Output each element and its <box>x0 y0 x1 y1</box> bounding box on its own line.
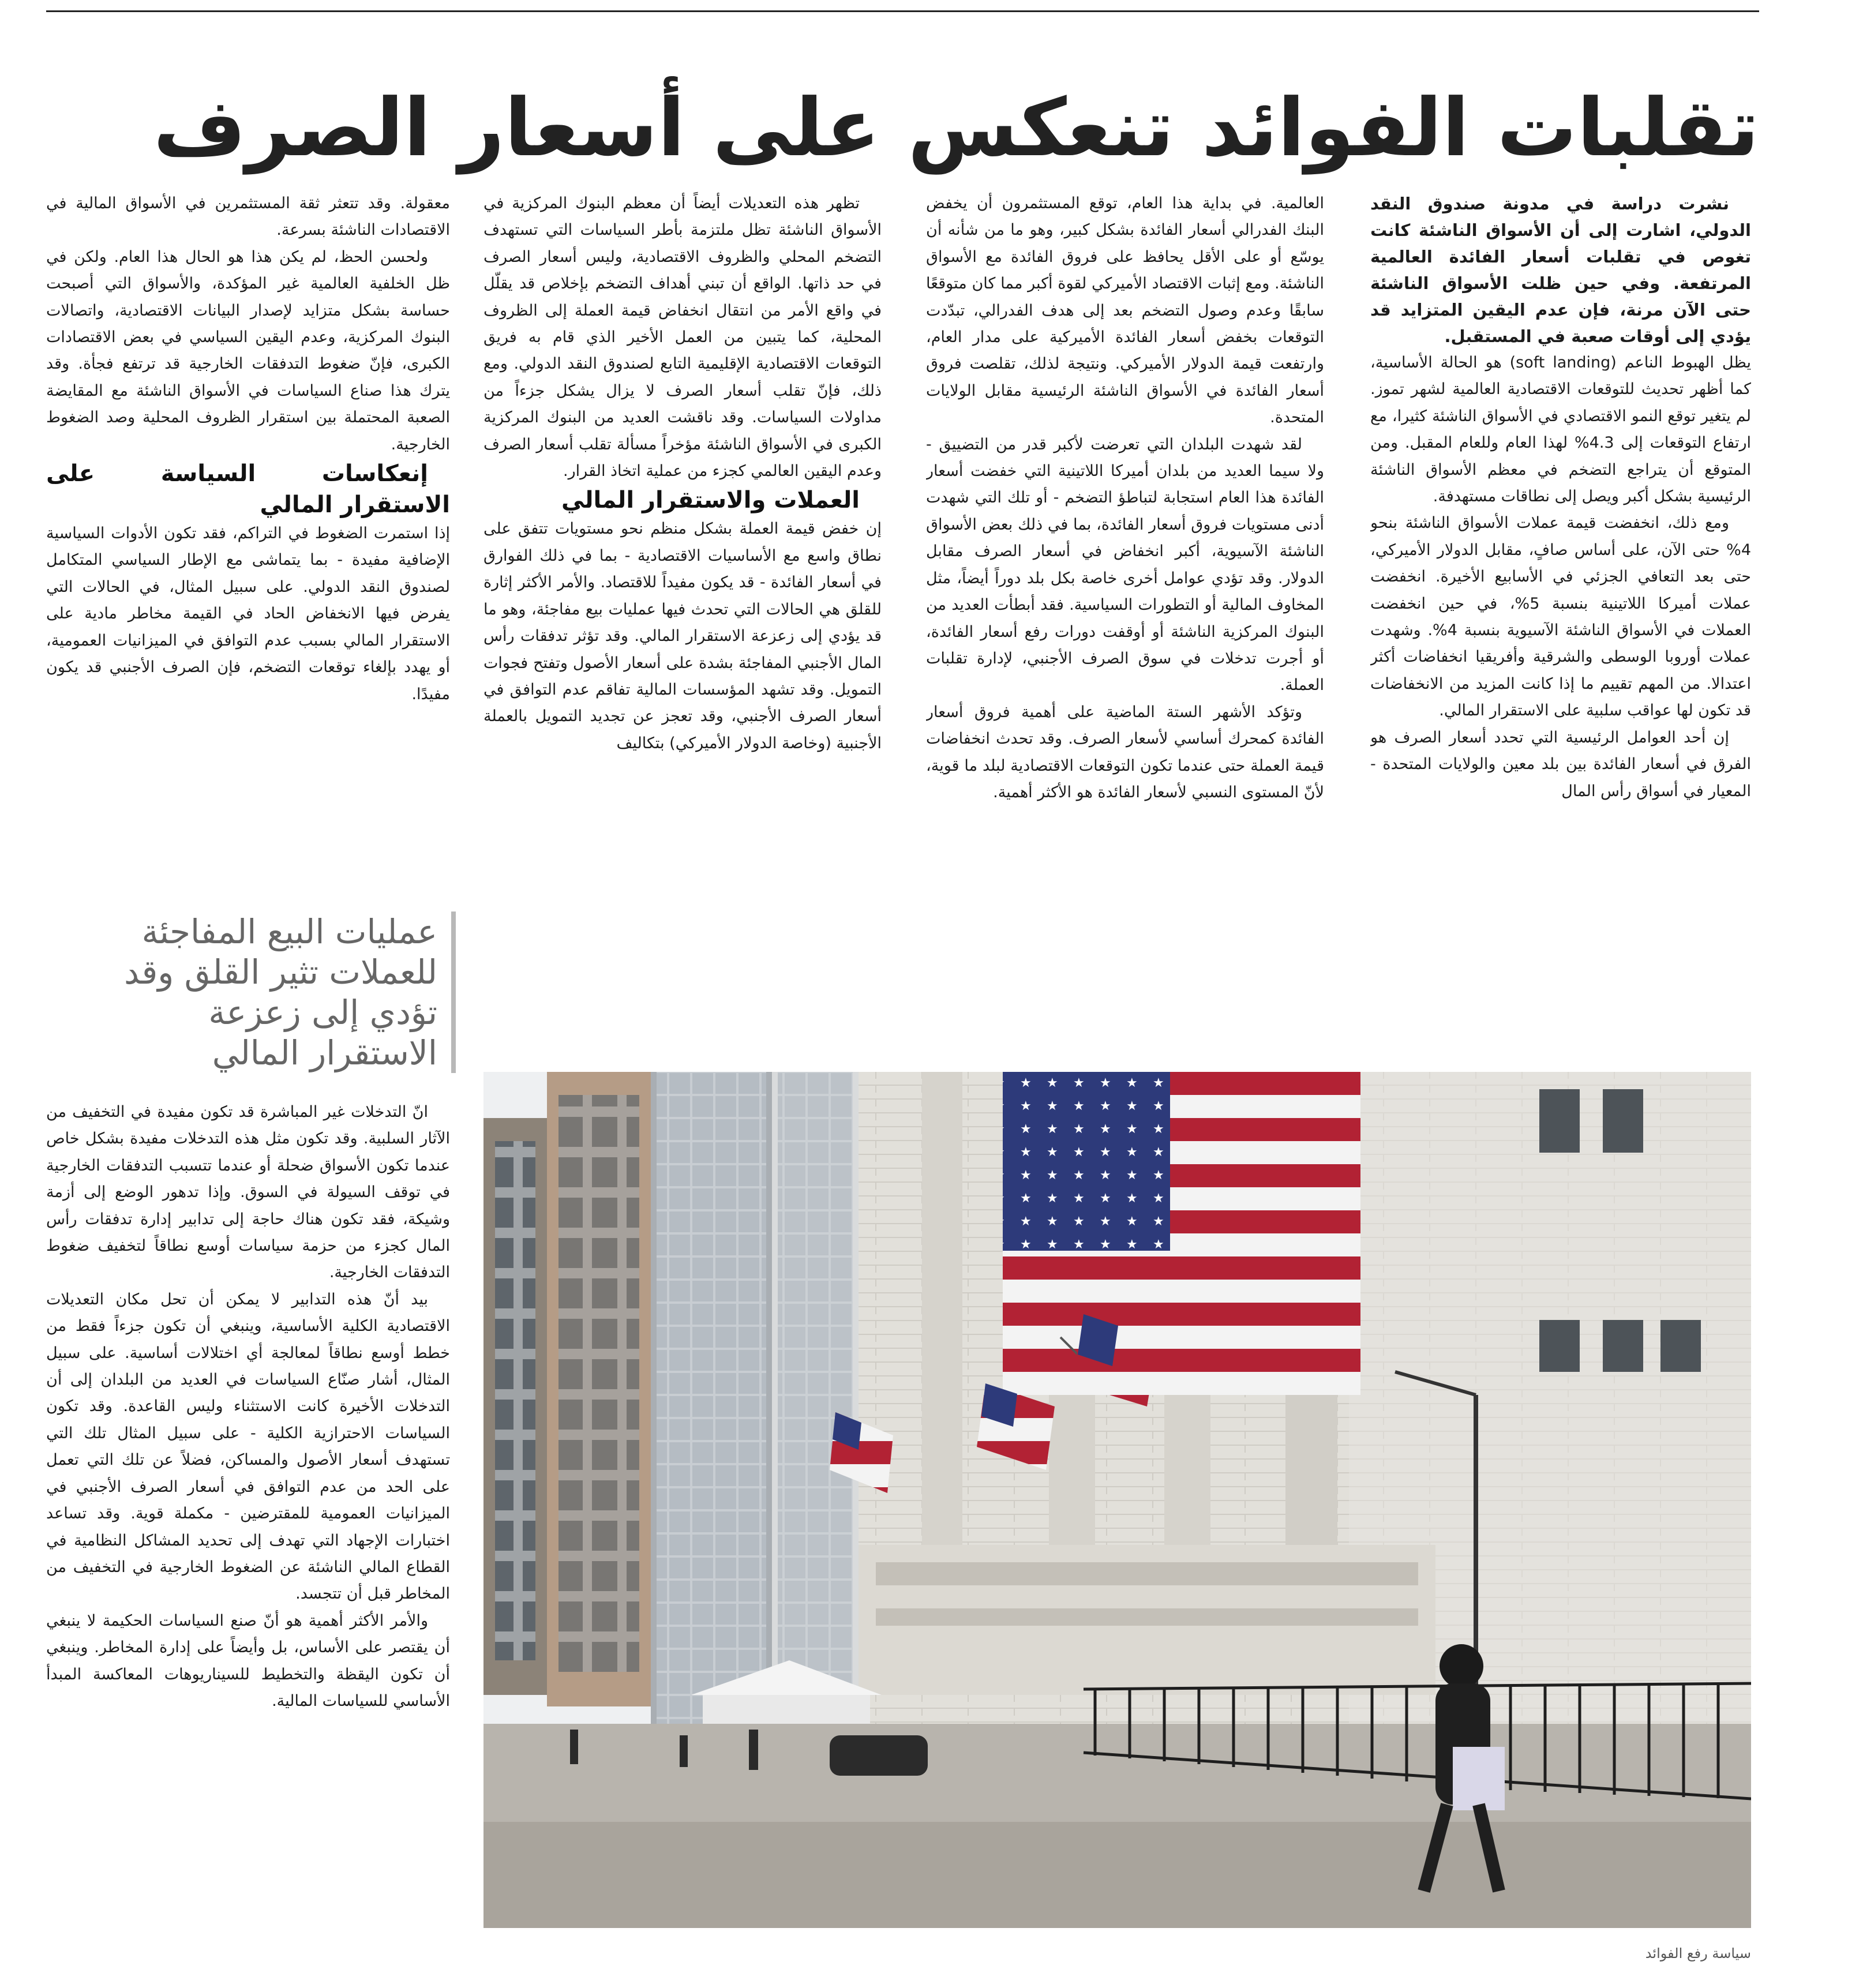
column-3 <box>483 190 882 1061</box>
column-4-paragraph-2: ولحسن الحظ، لم يكن هذا هو الحال هذا العام. ولكن في ظل الخلفية العالمية غير المؤكدة، والأسواق التي أصبحت حساسة بشكل متزايد لإصدار البيانات الاقتصادية، واتصالات البنوك المركزية، وعدم اليقين السياسي في بعض الاقتصادات الكبرى، فإنّ ضغوط التدفقات الخارجية قد ترتفع فجأة. وقد يترك هذا صناع السياسات في الأسواق الناشئة مع المقايضة الصعبة المحتملة بين استقرار الظروف المحلية وصد الضغوط الخارجية. <box>46 247 450 453</box>
column-4-paragraph-3: إذا استمرت الضغوط في التراكم، فقد تكون الأدوات السياسية الإضافية مفيدة - بما يتماشى مع الإطار السياسي المتكامل لصندوق النقد الدولي. على سبيل المثال، في الحالات التي يفرض فيها الانخفاض الحاد في القيمة مخاطر مادية على الاستقرار المالي بسبب عدم التوافق في الميزانيات العمومية، أو يهدد بإلغاء توقعات التضخم، فإن الصرف الأجنبي قد يكون مفيدًا. <box>46 524 450 703</box>
column-2-paragraph-3: وتؤكد الأشهر الستة الماضية على أهمية فروق أسعار الفائدة كمحرك أساسي لأسعار الصرف. وقد تحدث انخفاضات قيمة العملة حتى عندما تكون التوقعات الاقتصادية لبلد ما قوية، لأنّ المستوى النسبي لأسعار الفائدة هو الأكثر أهمية. <box>926 703 1324 801</box>
lead-paragraph: نشرت دراسة في مدونة صندوق النقد الدولي، اشارت إلى أن الأسواق الناشئة كانت تغوص في تقلبات أسعار الفائدة العالمية المرتفعة. وفي حين ظلت الأسواق الناشئة حتى الآن مرنة، فإن عدم اليقين المتزايد قد يؤدي إلى أوقات صعبة في المستقبل. <box>1370 194 1751 346</box>
headline: تقلبات الفوائد تنعكس على أسعار الصرف <box>153 81 1759 175</box>
section-heading-policy: إنعكاسات السياسة على الاستقرار المالي <box>46 460 450 519</box>
column-5-paragraph-2: بيد أنّ هذه التدابير لا يمكن أن تحل مكان التعديلات الاقتصادية الكلية الأساسية، وينبغي أن تكون جزءاً فقط من خطط أوسع نطاقاً لمعالجة أي اختلالات أساسية. على سبيل المثال، أشار صنّاع السياسات في العديد من البلدان إلى أن التدخلات الأخيرة كانت الاستثناء وليس القاعدة. وقد تكون السياسات الاحترازية الكلية - على سبيل المثال تلك التي تستهدف أسعار الأصول والمساكن، فضلاً عن تلك التي تعمل على الحد من عدم التوافق في أسعار الصرف الأجنبي في الميزانيات العمومية للمقترضين - مكملة قوية. وقد تساعد اختبارات الإجهاد التي تهدف إلى تحديد المشاكل النظامية في القطاع المالي الناشئة عن الضغوط الخارجية في التخفيف من المخاطر قبل أن تتجسد. <box>46 1290 450 1603</box>
large-flag <box>1003 1072 1360 1395</box>
stock-exchange-illustration <box>483 1072 1751 1928</box>
column-3-paragraph-1: تظهر هذه التعديلات أيضاً أن معظم البنوك المركزية في الأسواق الناشئة تظل ملتزمة بأطر السياسات التي تستهدف التضخم المحلي والظروف الاقتصادية، وليس أسعار الصرف في حد ذاتها. الواقع أن تبني أهداف التضخم بإخلاص قد يقلّل في واقع الأمر من انتقال انخفاض قيمة العملة إلى الظروف المحلية، كما يتبين من العمل الأخير الذي قام به فريق التوقعات الاقتصادية الإقليمية التابع لصندوق النقد الدولي. ومع ذلك، فإنّ تقلب أسعار الصرف لا يزال يشكل جزءاً من مداولات السياسات. وقد ناقشت العديد من البنوك المركزية الكبرى في الأسواق الناشئة مؤخراً مسألة تقلب أسعار الصرف وعدم اليقين العالمي كجزء من عملية اتخاذ القرار. <box>483 194 882 481</box>
column-2 <box>926 190 1324 1061</box>
column-4 <box>46 190 450 888</box>
pull-quote: عمليات البيع المفاجئة للعملات تثير القلق وقد تؤدي إلى زعزعة الاستقرار المالي <box>75 912 456 1073</box>
column-1-paragraph-2: ومع ذلك، انخفضت قيمة عملات الأسواق الناشئة بنحو 4% حتى الآن، على أساس صافٍ، مقابل الدولار الأميركي، حتى بعد التعافي الجزئي في الأسابيع الأخيرة. انخفضت عملات أميركا اللاتينية بنسبة 5%، في حين انخفضت العملات في الأسواق الناشئة الآسيوية بنسبة 4%. وشهدت عملات أوروبا الوسطى والشرقية وأفريقيا انخفاضات أكثر اعتدالا. من المهم تقييم ما إذا كانت المزيد من الانخفاضات قد تكون لها عواقب سلبية على الاستقرار المالي. <box>1370 514 1751 720</box>
section-heading-currencies: العملات والاستقرار المالي <box>561 487 860 514</box>
photo-caption: سياسة رفع الفوائد <box>1645 1945 1751 1961</box>
column-5-paragraph-1: انّ التدخلات غير المباشرة قد تكون مفيدة في التخفيف من الآثار السلبية. وقد تكون مثل هذه التدخلات مفيدة بشكل خاص عندما تكون الأسواق ضحلة أو عندما تتسبب التدفقات الخارجية في توقف السيولة في السوق. وإذا تدهور الوضع إلى أزمة وشيكة، فقد تكون هناك حاجة إلى تدابير إدارة تدفقات رأس المال كجزء من حزمة سياسات أوسع نطاقاً لتخفيف ضغوط التدفقات الخارجية. <box>46 1103 450 1282</box>
column-1-paragraph-1: يظل الهبوط الناعم (soft landing) هو الحالة الأساسية، كما أظهر تحديث للتوقعات الاقتصادية العالمية لشهر تموز. لم يتغير توقع النمو الاقتصادي في الأسواق الناشئة كثيرا، مع ارتفاع التوقعات إلى 4.3% لهذا العام وللعام المقبل. ومن المتوقع أن يتراجع التضخم في معظم الأسواق الناشئة الرئيسية بشكل أكبر ويصل إلى نطاقات مستهدفة. <box>1370 354 1751 506</box>
article-photo <box>483 1072 1751 1928</box>
column-pillar <box>922 1072 962 1562</box>
column-1-paragraph-3: إن أحد العوامل الرئيسية التي تحدد أسعار الصرف هو الفرق في أسعار الفائدة بين بلد معين والولايات المتحدة - المعيار في أسواق رأس المال <box>1370 728 1751 800</box>
column-5 <box>46 1099 450 1961</box>
car <box>830 1735 928 1776</box>
top-rule <box>46 10 1759 12</box>
column-4-paragraph-1: معقولة. وقد تتعثر ثقة المستثمرين في الأسواق المالية في الاقتصادات الناشئة بسرعة. <box>46 194 450 239</box>
column-2-paragraph-1: العالمية. في بداية هذا العام، توقع المستثمرون أن يخفض البنك الفدرالي أسعار الفائدة بشكل كبير، وهو ما من شأنه أن يوسّع أو على الأقل يحافظ على فروق الفائدة مع الأسواق الناشئة. ومع إثبات الاقتصاد الأميركي لقوة أكبر مما كان متوقعًا سابقًا وعدم وصول التضخم بعد إلى هدف الفدرالي، تبدّدت التوقعات بخفض أسعار الفائدة الأميركية على مدار العام، وارتفعت قيمة الدولار الأميركي. ونتيجة لذلك، تقلصت فروق أسعار الفائدة في الأسواق الناشئة الرئيسية مقابل الولايات المتحدة. <box>926 194 1324 427</box>
column-1 <box>1370 190 1751 1061</box>
column-3-paragraph-2: إن خفض قيمة العملة بشكل منظم نحو مستويات تتفق على نطاق واسع مع الأساسيات الاقتصادية - بما في ذلك الفوارق في أسعار الفائدة - قد يكون مفيداً للاقتصاد. والأمر الأكثر إثارة للقلق هي الحالات التي تحدث فيها عمليات بيع مفاجئة، وهو ما قد يؤدي إلى زعزعة الاستقرار المالي. وقد تؤثر تدفقات رأس المال الأجنبي المفاجئة بشدة على أسعار الأصول وتفتح فجوات التمويل. وقد تشهد المؤسسات المالية تفاقم عدم التوافق في أسعار الصرف الأجنبي، وقد تعجز عن تجديد التمويل بالعملة الأجنبية (وخاصة الدولار الأميركي) بتكاليف <box>483 520 882 752</box>
column-5-paragraph-3: والأمر الأكثر أهمية هو أنّ صنع السياسات الحكيمة لا ينبغي أن يقتصر على الأساس، بل وأيضاً على إدارة المخاطر. وينبغي أن تكون اليقظة والتخطيط للسيناريوهات المعاكسة المبدأ الأساسي للسياسات المالية. <box>46 1611 450 1710</box>
column-2-paragraph-2: لقد شهدت البلدان التي تعرضت لأكبر قدر من التضييق - ولا سيما العديد من بلدان أميركا اللاتينية التي خفضت أسعار الفائدة هذا العام استجابة لتباطؤ التضخم - أو تلك التي شهدت أدنى مستويات فروق أسعار الفائدة، بما في ذلك بعض الأسواق الناشئة الآسيوية، أكبر انخفاض في أسعار الصرف مقابل الدولار. وقد تؤدي عوامل أخرى خاصة بكل بلد دوراً أيضاً، مثل المخاوف المالية أو التطورات السياسية. فقد أبطأت العديد من البنوك المركزية الناشئة أو أوقفت دورات رفع أسعار الفائدة، أو أجرت تدخلات في سوق الصرف الأجنبي، لإدارة تقلبات العملة. <box>926 435 1324 695</box>
